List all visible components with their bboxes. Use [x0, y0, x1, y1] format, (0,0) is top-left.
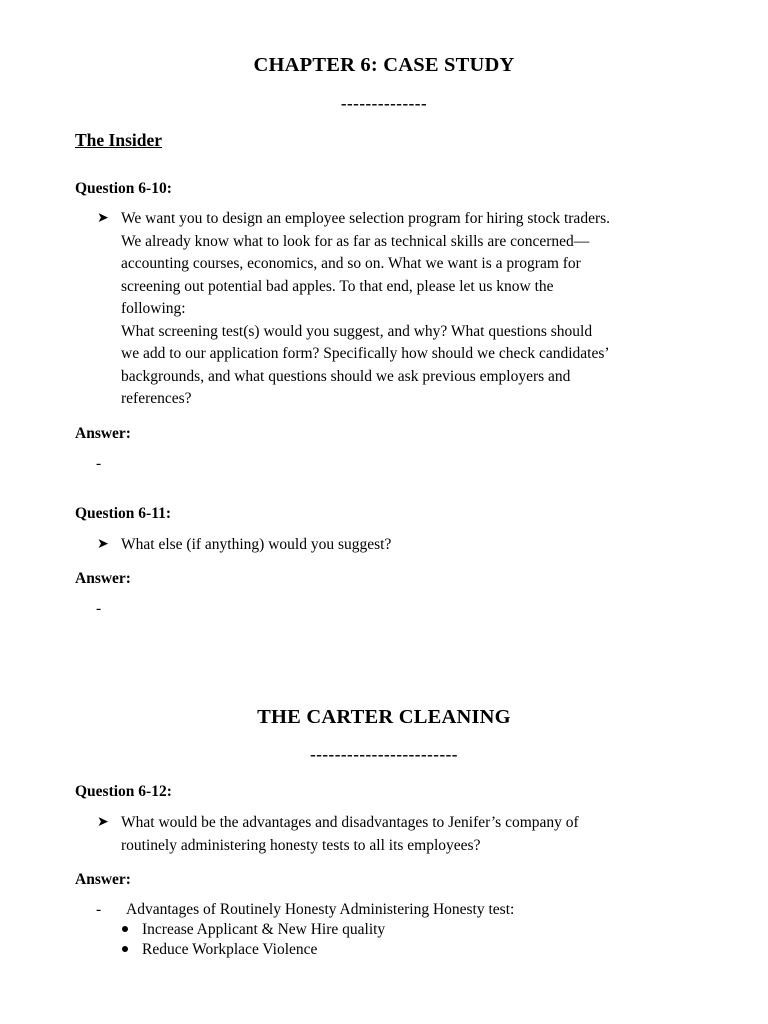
arrow-bullet-icon: ➤	[97, 537, 109, 552]
question-6-11-text	[121, 534, 391, 557]
answer-6-10-dash: -	[96, 455, 102, 472]
question-line: following:	[121, 300, 186, 317]
section-title-carter-cleaning: THE CARTER CLEANING	[257, 706, 511, 728]
answer-6-11-dash: -	[96, 600, 102, 617]
answer-6-12-dash: -	[96, 901, 102, 918]
question-6-12-label: Question 6-12:	[75, 783, 172, 800]
advantage-text: Increase Applicant & New Hire quality	[142, 921, 386, 938]
question-line: accounting courses, economics, and so on. What we want is a program for	[121, 255, 581, 272]
section-title-insider: The Insider	[75, 130, 163, 150]
advantage-item	[122, 941, 317, 959]
question-line: backgrounds, and what questions should we ask previous employers and	[121, 367, 571, 385]
advantages-heading: Advantages of Routinely Honesty Administering Honesty test:	[126, 901, 515, 918]
answer-6-10-label: Answer:	[75, 425, 131, 442]
arrow-bullet-icon: ➤	[97, 211, 109, 226]
question-line: routinely administering honesty tests to all its employees?	[121, 836, 481, 854]
question-line: We already know what to look for as far as technical skills are concerned—	[121, 232, 590, 250]
section-rule: ------------------------	[310, 745, 458, 764]
bullet-dot-icon	[122, 946, 128, 952]
question-line: We want you to design an employee selection program for hiring stock traders.	[121, 210, 611, 227]
chapter-rule: --------------	[340, 94, 428, 113]
question-line: What would be the advantages and disadvantages to Jenifer’s company of	[121, 814, 579, 831]
question-line: we add to our application form? Specifically how should we check candidates’	[121, 345, 610, 362]
question-line: What else (if anything) would you suggest?	[121, 536, 392, 553]
question-line: What screening test(s) would you suggest, and why? What questions should	[121, 322, 593, 340]
advantage-text: Reduce Workplace Violence	[142, 941, 318, 958]
question-6-10-text	[121, 208, 610, 411]
question-6-12-text	[121, 812, 579, 857]
answer-6-12-label: Answer:	[75, 871, 131, 888]
question-6-11-label: Question 6-11:	[75, 505, 172, 522]
answer-6-11-label: Answer:	[75, 570, 131, 587]
question-6-10-label: Question 6-10:	[75, 180, 172, 197]
advantage-item	[122, 921, 385, 939]
chapter-title: CHAPTER 6: CASE STUDY	[253, 54, 515, 76]
bullet-dot-icon	[122, 926, 128, 932]
question-line: references?	[121, 390, 192, 407]
question-line: screening out potential bad apples. To that end, please let us know the	[121, 277, 554, 295]
arrow-bullet-icon: ➤	[97, 815, 109, 830]
